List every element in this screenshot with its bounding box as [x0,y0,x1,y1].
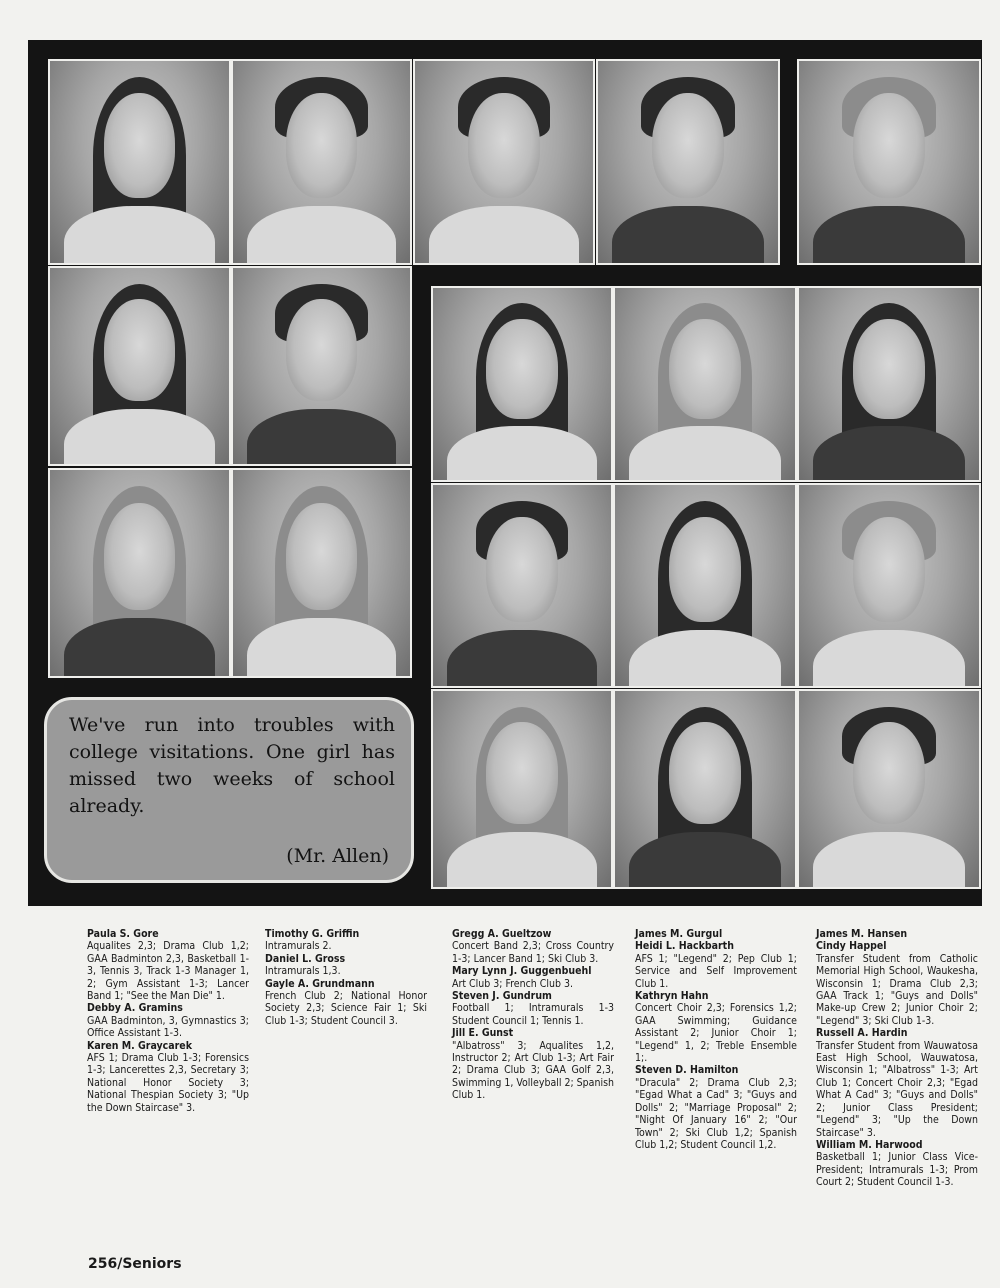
quote-text: We've run into troubles with college visitations. One girl has missed two weeks of school already. [69,714,395,817]
student-portrait-photo [231,468,412,678]
student-name: William M. Harwood [816,1138,923,1151]
student-name: Gregg A. Gueltzow [452,928,552,940]
bio-column-3 [452,928,614,1102]
student-bio: AFS 1; "Legend" 2; Pep Club 1; Service and Self Improvement Club 1. [635,952,797,990]
portrait-shoulders [629,832,780,889]
portrait-face [468,93,539,198]
student-portrait-photo [431,286,613,482]
bio-column-4 [635,928,797,1151]
student-name: Jill E. Gunst [452,1027,514,1040]
student-name: Karen M. Graycarek [87,1039,192,1052]
student-bio: Aqualites 2,3; Drama Club 1,2; GAA Badminton 2,3, Basketball 1-3, Tennis 3, Track 1-3 Manager 1, 2; Gym Assistant 1-3; Lancer Band 1; "See the Man Die" 1. [87,940,249,1003]
student-bio: Intramurals 1,3. [265,965,341,978]
portrait-shoulders [247,618,396,678]
student-bio: Basketball 1; Junior Class Vice-President; Intramurals 1-3; Prom Court 2; Student Council 1-3. [816,1151,978,1189]
portrait-shoulders [447,832,597,889]
portrait-face [486,517,557,622]
portrait-shoulders [813,630,964,688]
student-bio: Transfer Student from Catholic Memorial High School, Waukesha, Wisconsin 1; Drama Club 2,3; GAA Track 1; "Guys and Dolls" Make-up Crew 2; Junior Choir 2; "Legend" 3; Ski Club 1-3. [816,952,978,1027]
portrait-face [853,517,925,622]
portrait-face [286,503,357,610]
student-portrait-photo [413,59,595,265]
portrait-face [652,93,724,198]
student-name: James M. Gurgul [635,928,723,940]
portrait-face [286,93,357,198]
student-portrait-photo [48,266,231,466]
portrait-face [669,517,741,622]
portrait-face [486,319,557,419]
student-name: Heidi L. Hackbarth [635,940,734,953]
student-portrait-photo [48,468,231,678]
portrait-shoulders [247,409,396,466]
portrait-face [853,93,925,198]
student-bio: Intramurals 2. [265,940,332,953]
student-bio: "Albatross" 3; Aqualites 1,2, Instructor 2; Art Club 1-3; Art Fair 2; Drama Club 3; GAA Golf 2,3, Swimming 1, Volleyball 2; Spanish Club 1. [452,1039,614,1102]
portrait-shoulders [629,630,780,688]
student-bio: Football 1; Intramurals 1-3 Student Council 1; Tennis 1. [452,1002,614,1027]
portrait-face [486,722,557,824]
student-portrait-photo [231,59,412,265]
portrait-face [669,722,741,824]
student-bio: AFS 1; Drama Club 1-3; Forensics 1-3; Lancerettes 2,3, Secretary 3; National Honor Society 3; National Thespian Society 3; "Up the Down Staircase" 3. [87,1052,249,1114]
page-folio: 256/Seniors [88,1256,182,1272]
student-bio: French Club 2; National Honor Society 2,3; Science Fair 1; Ski Club 1-3; Student Council 3. [265,990,427,1027]
student-name: Steven D. Hamilton [635,1064,739,1077]
portrait-face [104,93,176,198]
student-bio: Concert Band 2,3; Cross Country 1-3; Lancer Band 1; Ski Club 3. [452,940,614,965]
student-bio: Concert Choir 2,3; Forensics 1,2; GAA Swimming; Guidance Assistant 2; Junior Choir 1; "Legend" 1, 2; Treble Ensemble 1;. [635,1002,797,1065]
student-portrait-photo [613,286,797,482]
portrait-shoulders [429,206,579,265]
student-name: James M. Hansen [816,928,908,940]
portrait-face [104,299,176,401]
student-name: Steven J. Gundrum [452,990,552,1003]
student-bio: GAA Badminton, 3, Gymnastics 3; Office Assistant 1-3. [87,1014,249,1040]
student-portrait-photo [613,689,797,889]
student-portrait-photo [797,286,981,482]
student-name: Cindy Happel [816,940,887,953]
portrait-shoulders [629,426,780,482]
student-name: Timothy G. Griffin [265,928,360,940]
student-portrait-photo [48,59,231,265]
portrait-shoulders [813,426,964,482]
portrait-shoulders [64,618,214,678]
student-name: Russell A. Hardin [816,1027,908,1040]
portrait-shoulders [447,426,597,482]
portrait-shoulders [64,206,214,265]
portrait-shoulders [612,206,763,265]
quote-attribution: (Mr. Allen) [286,845,389,867]
portrait-shoulders [813,832,964,889]
bio-column-1 [87,928,249,1114]
portrait-face [286,299,357,401]
student-portrait-photo [596,59,780,265]
student-name: Paula S. Gore [87,928,159,940]
student-name: Mary Lynn J. Guggenbuehl [452,965,592,978]
portrait-shoulders [64,409,214,466]
student-name: Debby A. Gramins [87,1002,183,1015]
portrait-face [853,722,925,824]
student-bio: Transfer Student from Wauwatosa East High School, Wauwatosa, Wisconsin 1; "Albatross" 1-3; Art Club 1; Concert Choir 2,3; "Egad What A Cad" 3; "Guys and Dolls" 2; Junior Class President; "Legend" 3; "Up the Down Staircase" 3. [816,1039,978,1139]
student-name: Kathryn Hahn [635,990,709,1003]
student-portrait-photo [613,483,797,688]
portrait-face [104,503,176,610]
quote-box [44,697,414,883]
portrait-shoulders [247,206,396,265]
student-portrait-photo [431,689,613,889]
portrait-shoulders [447,630,597,688]
student-bio: "Dracula" 2; Drama Club 2,3; "Egad What a Cad" 3; "Guys and Dolls" 2; "Marriage Proposal" 2; "Night Of January 16" 2; "Our Town" 2; Ski Club 1,2; Spanish Club 1,2; Student Council 1,2. [635,1076,797,1151]
student-portrait-photo [797,59,981,265]
student-bio: Art Club 3; French Club 3. [452,977,573,990]
student-portrait-photo [431,483,613,688]
portrait-face [669,319,741,419]
student-name: Gayle A. Grundmann [265,977,375,990]
student-name: Daniel L. Gross [265,952,346,965]
bio-column-2 [265,928,427,1027]
portrait-face [853,319,925,419]
student-portrait-photo [797,483,981,688]
student-portrait-photo [231,266,412,466]
portrait-shoulders [813,206,964,265]
student-portrait-photo [797,689,981,889]
bio-column-5 [816,928,978,1189]
